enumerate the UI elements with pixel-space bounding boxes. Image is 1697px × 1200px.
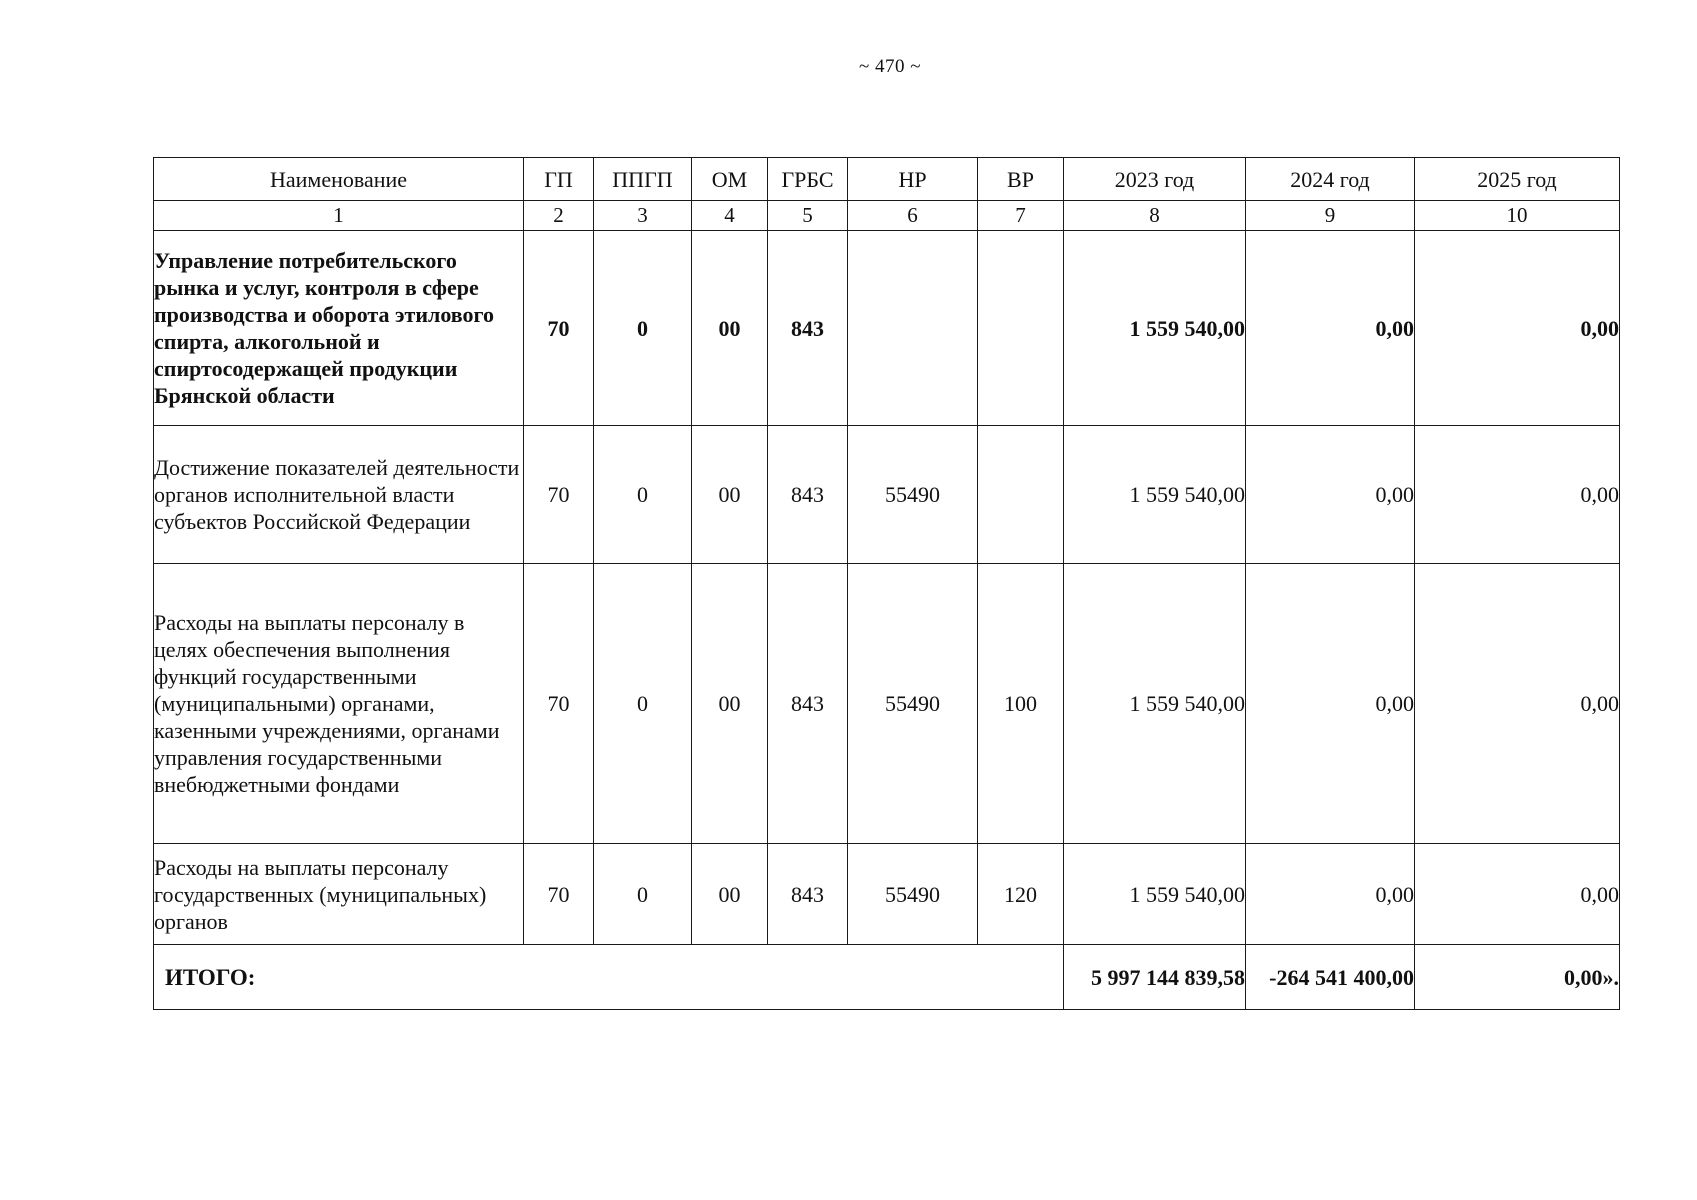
total-2024: -264 541 400,00 bbox=[1246, 945, 1415, 1010]
header-vr: ВР bbox=[978, 158, 1064, 201]
header-nr: НР bbox=[848, 158, 978, 201]
column-index: 2 bbox=[524, 201, 594, 231]
column-index: 1 bbox=[154, 201, 524, 231]
cell-gp: 70 bbox=[524, 231, 594, 426]
cell-grbs: 843 bbox=[768, 231, 848, 426]
cell-2024: 0,00 bbox=[1246, 564, 1415, 844]
cell-om: 00 bbox=[692, 564, 768, 844]
cell-2023: 1 559 540,00 bbox=[1064, 844, 1246, 945]
column-index: 7 bbox=[978, 201, 1064, 231]
cell-vr: 120 bbox=[978, 844, 1064, 945]
cell-2025: 0,00 bbox=[1415, 564, 1620, 844]
table-row bbox=[154, 426, 1620, 564]
row-name: Достижение показателей деятельности органов исполнительной власти субъектов Российской Федерации bbox=[154, 426, 524, 564]
cell-2023: 1 559 540,00 bbox=[1064, 564, 1246, 844]
table-row bbox=[154, 564, 1620, 844]
cell-grbs: 843 bbox=[768, 564, 848, 844]
column-index: 8 bbox=[1064, 201, 1246, 231]
cell-nr: 55490 bbox=[848, 426, 978, 564]
header-2023: 2023 год bbox=[1064, 158, 1246, 201]
cell-vr bbox=[978, 426, 1064, 564]
cell-2025: 0,00 bbox=[1415, 426, 1620, 564]
table-row bbox=[154, 231, 1620, 426]
row-name: Управление потребительского рынка и услуг, контроля в сфере производства и оборота этилового спирта, алкогольной и спиртосодержащей продукции Брянской области bbox=[154, 231, 524, 426]
cell-2023: 1 559 540,00 bbox=[1064, 231, 1246, 426]
cell-2024: 0,00 bbox=[1246, 426, 1415, 564]
cell-om: 00 bbox=[692, 844, 768, 945]
cell-om: 00 bbox=[692, 231, 768, 426]
cell-2025: 0,00 bbox=[1415, 844, 1620, 945]
cell-gp: 70 bbox=[524, 426, 594, 564]
total-2023: 5 997 144 839,58 bbox=[1064, 945, 1246, 1010]
header-2024: 2024 год bbox=[1246, 158, 1415, 201]
header-name: Наименование bbox=[154, 158, 524, 201]
cell-gp: 70 bbox=[524, 564, 594, 844]
column-index: 3 bbox=[594, 201, 692, 231]
cell-vr: 100 bbox=[978, 564, 1064, 844]
cell-gp: 70 bbox=[524, 844, 594, 945]
cell-om: 00 bbox=[692, 426, 768, 564]
column-index: 9 bbox=[1246, 201, 1415, 231]
page-number: ~ 470 ~ bbox=[858, 56, 922, 77]
header-row bbox=[154, 158, 1620, 201]
cell-grbs: 843 bbox=[768, 426, 848, 564]
header-grbs: ГРБС bbox=[768, 158, 848, 201]
cell-grbs: 843 bbox=[768, 844, 848, 945]
cell-ppgp: 0 bbox=[594, 231, 692, 426]
table-row bbox=[154, 844, 1620, 945]
cell-ppgp: 0 bbox=[594, 844, 692, 945]
column-index: 10 bbox=[1415, 201, 1620, 231]
column-index-row bbox=[154, 201, 1620, 231]
total-2025: 0,00». bbox=[1415, 945, 1620, 1010]
total-row bbox=[154, 945, 1620, 1010]
cell-2023: 1 559 540,00 bbox=[1064, 426, 1246, 564]
cell-nr: 55490 bbox=[848, 564, 978, 844]
header-gp: ГП bbox=[524, 158, 594, 201]
total-label: ИТОГО: bbox=[154, 945, 1064, 1010]
cell-nr: 55490 bbox=[848, 844, 978, 945]
cell-ppgp: 0 bbox=[594, 564, 692, 844]
cell-ppgp: 0 bbox=[594, 426, 692, 564]
header-om: ОМ bbox=[692, 158, 768, 201]
cell-vr bbox=[978, 231, 1064, 426]
row-name: Расходы на выплаты персоналу в целях обеспечения выполнения функций государственными (муниципальными) органами, казенными учреждениями, органами управления государственными внебюджетными фондами bbox=[154, 564, 524, 844]
cell-2024: 0,00 bbox=[1246, 844, 1415, 945]
cell-2024: 0,00 bbox=[1246, 231, 1415, 426]
column-index: 5 bbox=[768, 201, 848, 231]
budget-table bbox=[153, 157, 1620, 1010]
column-index: 6 bbox=[848, 201, 978, 231]
row-name: Расходы на выплаты персоналу государственных (муниципальных) органов bbox=[154, 844, 524, 945]
header-ppgp: ППГП bbox=[594, 158, 692, 201]
cell-nr bbox=[848, 231, 978, 426]
cell-2025: 0,00 bbox=[1415, 231, 1620, 426]
column-index: 4 bbox=[692, 201, 768, 231]
header-2025: 2025 год bbox=[1415, 158, 1620, 201]
